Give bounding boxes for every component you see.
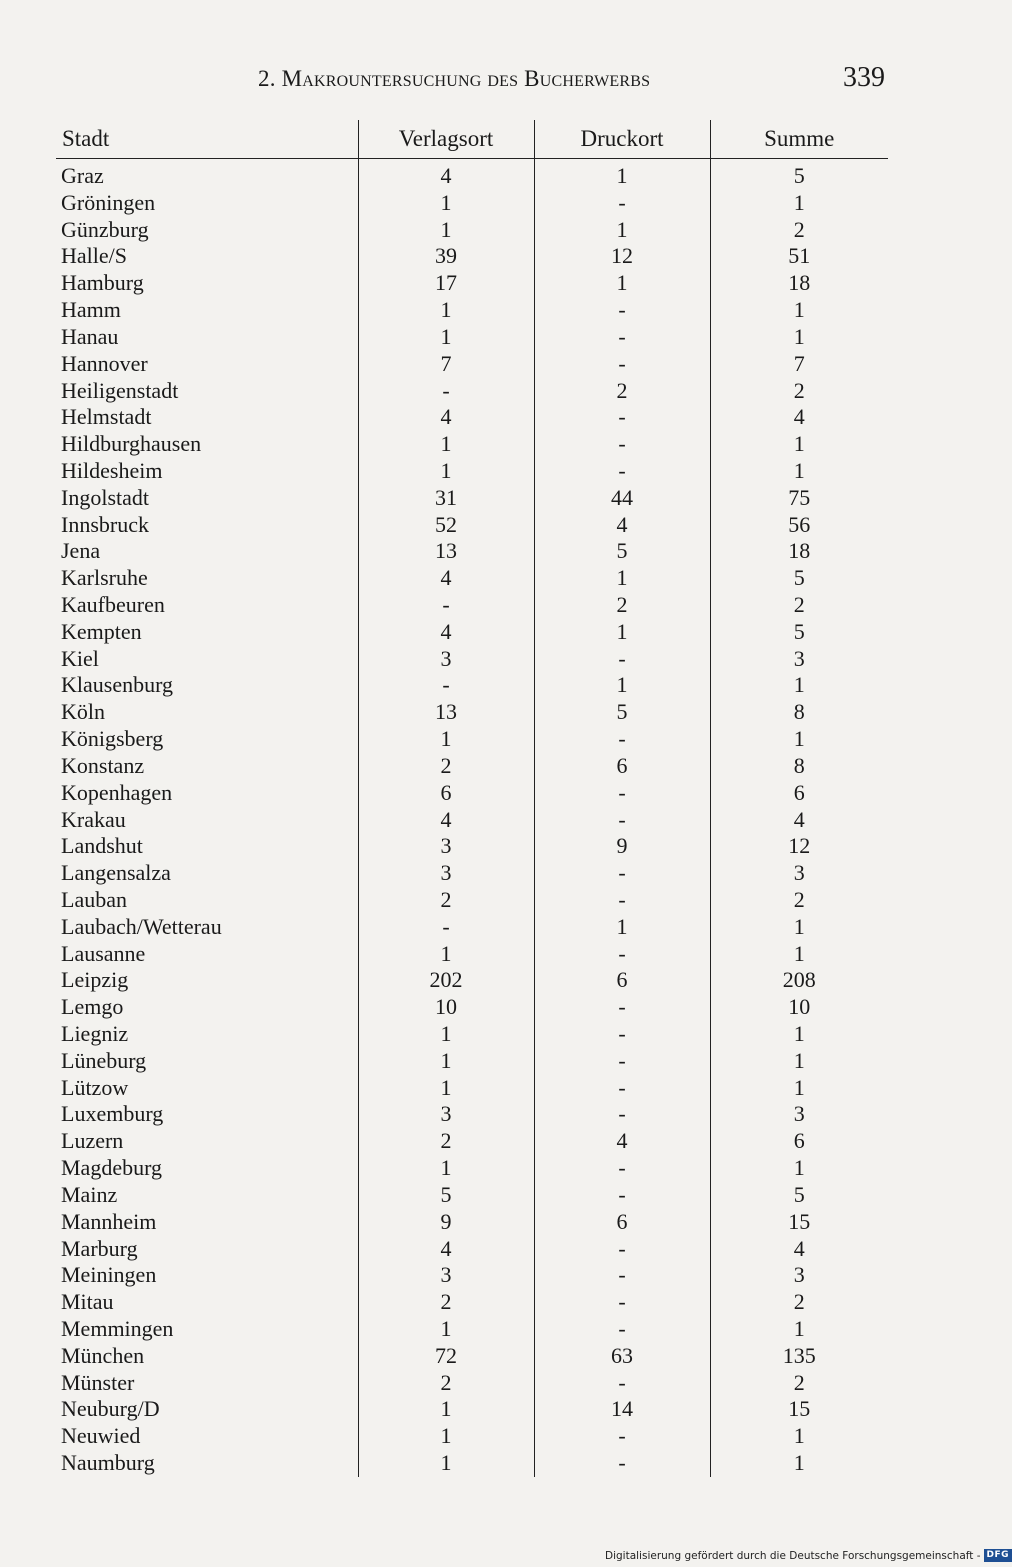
summe-cell: 1 <box>710 672 888 699</box>
summe-cell: 1 <box>710 1021 888 1048</box>
druckort-cell: - <box>534 1450 710 1477</box>
summe-cell: 56 <box>710 512 888 539</box>
city-cell: Innsbruck <box>61 511 149 537</box>
summe-cell: 5 <box>710 619 888 646</box>
druckort-cell: - <box>534 1289 710 1316</box>
druckort-cell: - <box>534 1155 710 1182</box>
druckort-cell: - <box>534 780 710 807</box>
druckort-cell: - <box>534 807 710 834</box>
summe-cell: 1 <box>710 1048 888 1075</box>
summe-cell: 5 <box>710 159 888 190</box>
city-cell: Günzburg <box>61 216 149 242</box>
table-row <box>56 914 888 941</box>
city-cell: Köln <box>61 699 105 725</box>
druckort-cell: - <box>534 431 710 458</box>
table-row <box>56 538 888 565</box>
city-cell: Laubach/Wetterau <box>61 913 222 939</box>
table-row <box>56 860 888 887</box>
table-row <box>56 351 888 378</box>
summe-cell: 1 <box>710 431 888 458</box>
table-row <box>56 1316 888 1343</box>
table-row <box>56 512 888 539</box>
druckort-cell: - <box>534 860 710 887</box>
verlagsort-cell: 9 <box>358 1209 534 1236</box>
table-row <box>56 807 888 834</box>
table-row <box>56 887 888 914</box>
table-row <box>56 833 888 860</box>
city-cell: Lemgo <box>61 994 124 1020</box>
verlagsort-cell: 2 <box>358 753 534 780</box>
summe-cell: 5 <box>710 1182 888 1209</box>
table-row <box>56 431 888 458</box>
city-cell: Neuburg/D <box>61 1396 160 1422</box>
summe-cell: 208 <box>710 967 888 994</box>
table-row <box>56 753 888 780</box>
summe-cell: 5 <box>710 565 888 592</box>
summe-cell: 2 <box>710 887 888 914</box>
city-cell: Gröningen <box>61 189 156 215</box>
city-cell: Kiel <box>61 645 99 671</box>
table-row <box>56 646 888 673</box>
city-cell: Münster <box>61 1369 135 1395</box>
city-cell: Lauban <box>61 886 127 912</box>
verlagsort-cell: 1 <box>358 1075 534 1102</box>
druckort-cell: 12 <box>534 243 710 270</box>
verlagsort-cell: 2 <box>358 1370 534 1397</box>
verlagsort-cell: 17 <box>358 270 534 297</box>
verlagsort-cell: 52 <box>358 512 534 539</box>
summe-cell: 10 <box>710 994 888 1021</box>
verlagsort-cell: 3 <box>358 1101 534 1128</box>
druckort-cell: - <box>534 1048 710 1075</box>
verlagsort-cell: 5 <box>358 1182 534 1209</box>
table-row <box>56 1396 888 1423</box>
druckort-cell: 6 <box>534 967 710 994</box>
verlagsort-cell: 1 <box>358 458 534 485</box>
table-row <box>56 1155 888 1182</box>
verlagsort-cell: 3 <box>358 646 534 673</box>
table-row <box>56 1021 888 1048</box>
summe-cell: 1 <box>710 297 888 324</box>
city-cell: Langensalza <box>61 860 171 886</box>
verlagsort-cell: 1 <box>358 190 534 217</box>
summe-cell: 1 <box>710 726 888 753</box>
city-cell: Klausenburg <box>61 672 174 698</box>
summe-cell: 3 <box>710 860 888 887</box>
druckort-cell: 4 <box>534 1128 710 1155</box>
table-row <box>56 378 888 405</box>
summe-cell: 18 <box>710 538 888 565</box>
city-cell: Magdeburg <box>61 1155 163 1181</box>
verlagsort-cell: 13 <box>358 699 534 726</box>
druckort-cell: - <box>534 1316 710 1343</box>
table-row <box>56 458 888 485</box>
druckort-cell: 1 <box>534 914 710 941</box>
druckort-cell: - <box>534 887 710 914</box>
verlagsort-cell: 2 <box>358 1289 534 1316</box>
table-row <box>56 243 888 270</box>
city-cell: Mitau <box>61 1289 114 1315</box>
table-header <box>56 120 888 159</box>
verlagsort-cell: 1 <box>358 297 534 324</box>
table-row <box>56 565 888 592</box>
verlagsort-cell: 1 <box>358 1423 534 1450</box>
city-cell: Hildburghausen <box>61 431 202 457</box>
verlagsort-cell: 7 <box>358 351 534 378</box>
verlagsort-cell: 2 <box>358 887 534 914</box>
summe-cell: 1 <box>710 1316 888 1343</box>
table-row <box>56 1370 888 1397</box>
summe-cell: 7 <box>710 351 888 378</box>
verlagsort-cell: 1 <box>358 1021 534 1048</box>
verlagsort-cell: 4 <box>358 159 534 190</box>
city-cell: Luzern <box>61 1128 124 1154</box>
city-cell: Landshut <box>61 833 143 859</box>
summe-cell: 12 <box>710 833 888 860</box>
verlagsort-cell: 202 <box>358 967 534 994</box>
druckort-cell: - <box>534 726 710 753</box>
city-cell: Luxemburg <box>61 1101 164 1127</box>
druckort-cell: - <box>534 1075 710 1102</box>
table-row <box>56 404 888 431</box>
verlagsort-cell: 72 <box>358 1343 534 1370</box>
verlagsort-cell: 1 <box>358 1155 534 1182</box>
table-row <box>56 1101 888 1128</box>
druckort-cell: 44 <box>534 485 710 512</box>
table-row <box>56 1075 888 1102</box>
summe-cell: 135 <box>710 1343 888 1370</box>
column-header-summe: Summe <box>710 120 888 159</box>
summe-cell: 2 <box>710 217 888 244</box>
city-cell: Hildesheim <box>61 457 163 483</box>
verlagsort-cell: 6 <box>358 780 534 807</box>
druckort-cell: - <box>534 1262 710 1289</box>
city-cell: Konstanz <box>61 752 145 778</box>
summe-cell: 1 <box>710 914 888 941</box>
verlagsort-cell: 3 <box>358 860 534 887</box>
city-cell: Krakau <box>61 806 126 832</box>
city-cell: Marburg <box>61 1235 138 1261</box>
city-cell: Hamburg <box>61 270 144 296</box>
druckort-cell: - <box>534 941 710 968</box>
druckort-cell: 1 <box>534 270 710 297</box>
summe-cell: 4 <box>710 404 888 431</box>
druckort-cell: 14 <box>534 1396 710 1423</box>
city-cell: Hanau <box>61 323 119 349</box>
city-cell: Lausanne <box>61 940 146 966</box>
city-cell: Lüneburg <box>61 1047 147 1073</box>
city-cell: Memmingen <box>61 1315 174 1341</box>
summe-cell: 1 <box>710 1075 888 1102</box>
city-cell: Leipzig <box>61 967 129 993</box>
summe-cell: 1 <box>710 1450 888 1477</box>
summe-cell: 3 <box>710 646 888 673</box>
table-row <box>56 672 888 699</box>
summe-cell: 2 <box>710 1289 888 1316</box>
verlagsort-cell: - <box>358 378 534 405</box>
verlagsort-cell: 1 <box>358 1396 534 1423</box>
druckort-cell: - <box>534 458 710 485</box>
city-cell: Ingolstadt <box>61 484 149 510</box>
druckort-cell: 6 <box>534 1209 710 1236</box>
summe-cell: 3 <box>710 1101 888 1128</box>
summe-cell: 1 <box>710 1155 888 1182</box>
city-cell: Graz <box>61 163 104 188</box>
city-cell: Heiligenstadt <box>61 377 179 403</box>
verlagsort-cell: 10 <box>358 994 534 1021</box>
city-table <box>56 120 888 1477</box>
druckort-cell: - <box>534 297 710 324</box>
digitization-footer <box>605 1549 1012 1562</box>
verlagsort-cell: 4 <box>358 807 534 834</box>
druckort-cell: - <box>534 1423 710 1450</box>
table-row <box>56 994 888 1021</box>
data-table <box>56 120 888 1477</box>
table-row <box>56 780 888 807</box>
summe-cell: 2 <box>710 1370 888 1397</box>
city-cell: Kaufbeuren <box>61 592 165 617</box>
druckort-cell: 1 <box>534 619 710 646</box>
table-row <box>56 1450 888 1477</box>
verlagsort-cell: 4 <box>358 619 534 646</box>
druckort-cell: 1 <box>534 672 710 699</box>
summe-cell: 1 <box>710 941 888 968</box>
druckort-cell: - <box>534 1236 710 1263</box>
running-head <box>0 62 1000 96</box>
summe-cell: 75 <box>710 485 888 512</box>
summe-cell: 6 <box>710 1128 888 1155</box>
city-cell: Helmstadt <box>61 404 152 430</box>
druckort-cell: 1 <box>534 217 710 244</box>
verlagsort-cell: 39 <box>358 243 534 270</box>
column-header-verlagsort: Verlagsort <box>358 120 534 159</box>
table-row <box>56 159 888 190</box>
verlagsort-cell: 2 <box>358 1128 534 1155</box>
summe-cell: 2 <box>710 378 888 405</box>
summe-cell: 15 <box>710 1209 888 1236</box>
druckort-cell: 1 <box>534 565 710 592</box>
verlagsort-cell: 1 <box>358 324 534 351</box>
druckort-cell: - <box>534 994 710 1021</box>
druckort-cell: 63 <box>534 1343 710 1370</box>
table-row <box>56 592 888 619</box>
verlagsort-cell: - <box>358 592 534 619</box>
druckort-cell: - <box>534 324 710 351</box>
druckort-cell: 6 <box>534 753 710 780</box>
table-row <box>56 190 888 217</box>
city-cell: Kopenhagen <box>61 779 173 805</box>
table-row <box>56 270 888 297</box>
table-row <box>56 967 888 994</box>
verlagsort-cell: 4 <box>358 565 534 592</box>
table-row <box>56 297 888 324</box>
table-row <box>56 1209 888 1236</box>
city-cell: Kempten <box>61 618 142 644</box>
druckort-cell: 4 <box>534 512 710 539</box>
table-body <box>56 159 888 1477</box>
summe-cell: 1 <box>710 458 888 485</box>
city-cell: Meiningen <box>61 1262 157 1288</box>
column-header-druckort: Druckort <box>534 120 710 159</box>
druckort-cell: 2 <box>534 378 710 405</box>
city-cell: Liegniz <box>61 1021 129 1046</box>
city-cell: Karlsruhe <box>61 565 148 591</box>
druckort-cell: - <box>534 1021 710 1048</box>
city-cell: Hannover <box>61 350 148 376</box>
summe-cell: 4 <box>710 807 888 834</box>
verlagsort-cell: 1 <box>358 1450 534 1477</box>
druckort-cell: - <box>534 404 710 431</box>
city-cell: Königsberg <box>61 726 164 752</box>
druckort-cell: 5 <box>534 699 710 726</box>
druckort-cell: - <box>534 190 710 217</box>
summe-cell: 8 <box>710 753 888 780</box>
table-row <box>56 1236 888 1263</box>
column-header-stadt: Stadt <box>56 120 358 159</box>
druckort-cell: - <box>534 646 710 673</box>
city-cell: München <box>61 1342 145 1368</box>
table-row <box>56 1343 888 1370</box>
summe-cell: 8 <box>710 699 888 726</box>
summe-cell: 6 <box>710 780 888 807</box>
druckort-cell: - <box>534 351 710 378</box>
verlagsort-cell: 31 <box>358 485 534 512</box>
verlagsort-cell: 4 <box>358 1236 534 1263</box>
druckort-cell: 2 <box>534 592 710 619</box>
verlagsort-cell: 13 <box>358 538 534 565</box>
footer-text: Digitalisierung gefördert durch die Deutsche Forschungsgemeinschaft - <box>605 1549 981 1562</box>
verlagsort-cell: 1 <box>358 1048 534 1075</box>
druckort-cell: 5 <box>534 538 710 565</box>
table-row <box>56 324 888 351</box>
table-row <box>56 1048 888 1075</box>
druckort-cell: 9 <box>534 833 710 860</box>
summe-cell: 1 <box>710 1423 888 1450</box>
druckort-cell: 1 <box>534 159 710 190</box>
table-row <box>56 485 888 512</box>
druckort-cell: - <box>534 1101 710 1128</box>
table-row <box>56 217 888 244</box>
verlagsort-cell: 1 <box>358 217 534 244</box>
verlagsort-cell: 3 <box>358 1262 534 1289</box>
dfg-logo: DFG <box>984 1549 1012 1562</box>
table-row <box>56 726 888 753</box>
city-cell: Halle/S <box>61 243 127 269</box>
verlagsort-cell: 3 <box>358 833 534 860</box>
table-row <box>56 1423 888 1450</box>
verlagsort-cell: 1 <box>358 1316 534 1343</box>
city-cell: Naumburg <box>61 1450 155 1475</box>
running-title: 2. Makrountersuchung des Bucherwerbs <box>258 66 651 91</box>
table-row <box>56 1128 888 1155</box>
summe-cell: 51 <box>710 243 888 270</box>
summe-cell: 2 <box>710 592 888 619</box>
table-row <box>56 619 888 646</box>
verlagsort-cell: 1 <box>358 726 534 753</box>
verlagsort-cell: - <box>358 914 534 941</box>
city-cell: Jena <box>61 538 101 564</box>
summe-cell: 1 <box>710 324 888 351</box>
druckort-cell: - <box>534 1370 710 1397</box>
summe-cell: 18 <box>710 270 888 297</box>
page-number: 339 <box>843 62 885 93</box>
table-row <box>56 1262 888 1289</box>
verlagsort-cell: 1 <box>358 941 534 968</box>
city-cell: Hamm <box>61 297 121 323</box>
city-cell: Lützow <box>61 1074 129 1100</box>
verlagsort-cell: 4 <box>358 404 534 431</box>
verlagsort-cell: - <box>358 672 534 699</box>
summe-cell: 4 <box>710 1236 888 1263</box>
city-cell: Mannheim <box>61 1208 157 1234</box>
summe-cell: 1 <box>710 190 888 217</box>
table-row <box>56 699 888 726</box>
druckort-cell: - <box>534 1182 710 1209</box>
city-cell: Mainz <box>61 1181 118 1207</box>
summe-cell: 3 <box>710 1262 888 1289</box>
table-row <box>56 941 888 968</box>
table-row <box>56 1182 888 1209</box>
table-row <box>56 1289 888 1316</box>
verlagsort-cell: 1 <box>358 431 534 458</box>
summe-cell: 15 <box>710 1396 888 1423</box>
city-cell: Neuwied <box>61 1423 141 1449</box>
